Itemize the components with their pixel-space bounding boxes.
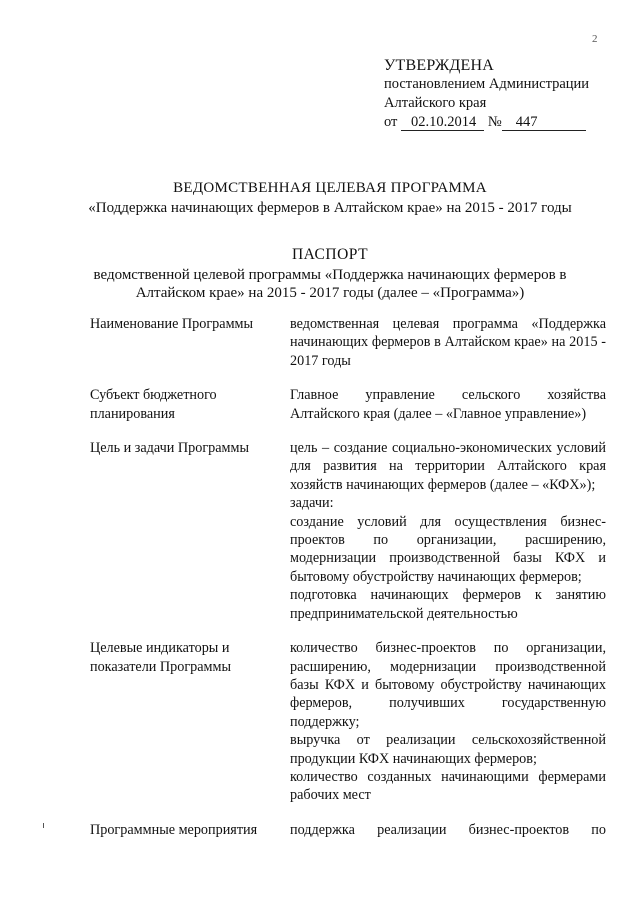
row-label: Целевые индикаторы и показатели Программы xyxy=(90,640,232,675)
approval-title: УТВЕРЖДЕНА xyxy=(384,57,495,74)
row-value-text: создание условий для осуществления бизнес-проектов по организации, расширению, модернизации производственной базы КФХ и бытовому обустройству начинающих фермеров; xyxy=(290,513,606,585)
row-label: Программные мероприятия xyxy=(90,821,258,838)
program-subtitle: «Поддержка начинающих фермеров в Алтайском крае» на 2015 - 2017 годы xyxy=(88,200,572,216)
row-label: Наименование Программы xyxy=(90,316,254,332)
approval-line-2: Алтайского края xyxy=(384,95,487,111)
approval-from-label: от xyxy=(384,114,398,130)
passport-row-goals xyxy=(90,439,610,623)
approval-date-number-line xyxy=(384,113,614,132)
passport-subtitle-line-1: ведомственной целевой программы «Поддержка начинающих фермеров в xyxy=(93,267,567,283)
row-value-text: поддержка реализации бизнес-проектов по xyxy=(290,821,606,838)
row-value xyxy=(290,639,606,805)
row-value xyxy=(290,821,606,839)
approval-date: 02.10.2014 xyxy=(401,114,484,131)
row-label: Цель и задачи Программы xyxy=(90,440,250,457)
row-value xyxy=(290,315,606,370)
row-value xyxy=(290,439,606,623)
passport-row-subject xyxy=(90,386,610,423)
program-heading xyxy=(40,178,620,218)
approval-line-1: постановлением Администрации xyxy=(384,76,590,92)
margin-tick-mark xyxy=(43,823,44,828)
approval-number-label: № xyxy=(487,114,502,130)
program-title: ВЕДОМСТВЕННАЯ ЦЕЛЕВАЯ ПРОГРАММА xyxy=(173,180,487,196)
row-value-text: задачи: xyxy=(290,495,334,512)
row-value-text: ведомственная целевая программа «Поддержка начинающих фермеров в Алтайском крае» на 2015 - 2017 годы xyxy=(290,316,606,369)
row-value-text: цель – создание социально-экономических условий для развития на территории Алтайского края хозяйств начинающих фермеров (далее – «КФХ»); xyxy=(290,440,606,493)
passport-row-activities xyxy=(90,821,610,839)
row-label: Субъект бюджетного планирования xyxy=(90,387,217,422)
row-value xyxy=(290,386,606,423)
row-value-text: количество бизнес-проектов по организации, расширению, модернизации производственной базы КФХ и бытовому обустройству начинающих фермеров, получивших государственную поддержку; xyxy=(290,640,606,730)
row-value-text: количество созданных начинающими фермерами рабочих мест xyxy=(290,768,606,804)
passport-row-name xyxy=(90,315,610,370)
passport-title: ПАСПОРТ xyxy=(291,246,369,263)
row-value-text: Главное управление сельского хозяйства Алтайского края (далее – «Главное управление») xyxy=(290,387,606,422)
passport-heading xyxy=(40,246,620,302)
passport-subtitle-line-2: Алтайском крае» на 2015 - 2017 годы (далее – «Программа») xyxy=(135,285,525,301)
approval-stamp-block xyxy=(384,56,614,132)
passport-row-indicators xyxy=(90,639,610,805)
row-value-text: выручка от реализации сельскохозяйственной продукции КФХ начинающих фермеров; xyxy=(290,732,606,767)
approval-number: 447 xyxy=(502,114,586,131)
passport-table xyxy=(90,315,610,855)
row-value-text: подготовка начинающих фермеров к занятию предпринимательской деятельностью xyxy=(290,587,606,622)
page-number: 2 xyxy=(592,33,598,45)
